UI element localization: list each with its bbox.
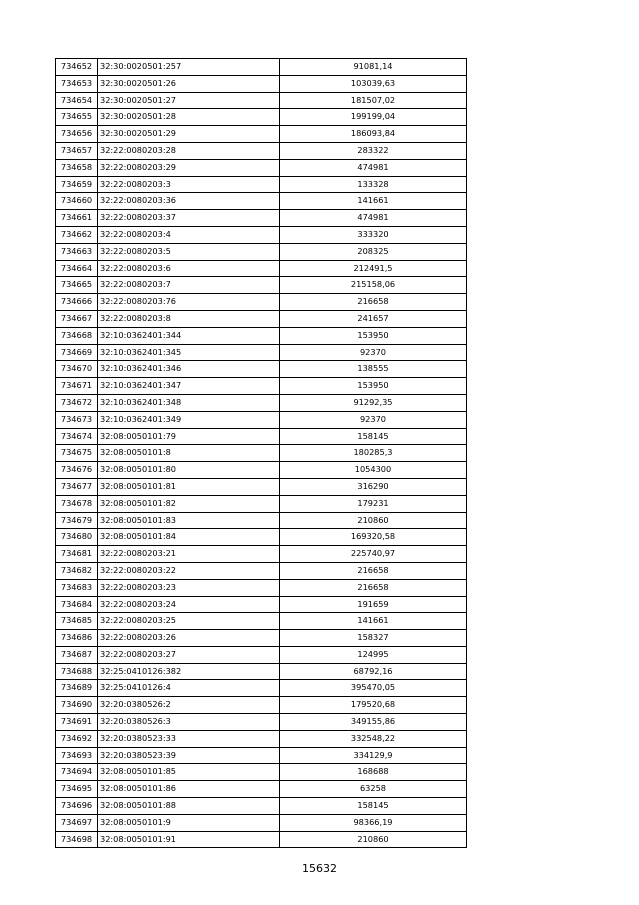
row-id-cell: 734672 bbox=[56, 394, 98, 411]
row-id-cell: 734690 bbox=[56, 697, 98, 714]
value-cell: 153950 bbox=[280, 327, 467, 344]
cadastral-number-cell: 32:08:0050101:79 bbox=[98, 428, 280, 445]
value-cell: 1054300 bbox=[280, 462, 467, 479]
cadastral-number-cell: 32:08:0050101:80 bbox=[98, 462, 280, 479]
cadastral-number-cell: 32:08:0050101:8 bbox=[98, 445, 280, 462]
row-id-cell: 734676 bbox=[56, 462, 98, 479]
value-cell: 216658 bbox=[280, 579, 467, 596]
row-id-cell: 734666 bbox=[56, 294, 98, 311]
value-cell: 186093,84 bbox=[280, 126, 467, 143]
table-row bbox=[56, 697, 467, 714]
cadastral-number-cell: 32:22:0080203:22 bbox=[98, 562, 280, 579]
value-cell: 181507,02 bbox=[280, 92, 467, 109]
cadastral-number-cell: 32:08:0050101:83 bbox=[98, 512, 280, 529]
row-id-cell: 734652 bbox=[56, 59, 98, 76]
table-row bbox=[56, 714, 467, 731]
row-id-cell: 734695 bbox=[56, 781, 98, 798]
cadastral-number-cell: 32:20:0380526:2 bbox=[98, 697, 280, 714]
row-id-cell: 734693 bbox=[56, 747, 98, 764]
table-body bbox=[56, 59, 467, 848]
cadastral-number-cell: 32:22:0080203:8 bbox=[98, 310, 280, 327]
value-cell: 158327 bbox=[280, 630, 467, 647]
table-row bbox=[56, 613, 467, 630]
value-cell: 158145 bbox=[280, 798, 467, 815]
cadastral-number-cell: 32:30:0020501:29 bbox=[98, 126, 280, 143]
table-row bbox=[56, 193, 467, 210]
cadastral-number-cell: 32:08:0050101:85 bbox=[98, 764, 280, 781]
table-row bbox=[56, 764, 467, 781]
data-table bbox=[55, 58, 467, 848]
table-row bbox=[56, 226, 467, 243]
value-cell: 349155,86 bbox=[280, 714, 467, 731]
cadastral-number-cell: 32:08:0050101:86 bbox=[98, 781, 280, 798]
value-cell: 91292,35 bbox=[280, 394, 467, 411]
cadastral-number-cell: 32:25:0410126:382 bbox=[98, 663, 280, 680]
cadastral-number-cell: 32:22:0080203:27 bbox=[98, 646, 280, 663]
cadastral-number-cell: 32:22:0080203:36 bbox=[98, 193, 280, 210]
table-row bbox=[56, 798, 467, 815]
page-number: 15632 bbox=[302, 862, 337, 875]
row-id-cell: 734667 bbox=[56, 310, 98, 327]
row-id-cell: 734673 bbox=[56, 411, 98, 428]
row-id-cell: 734677 bbox=[56, 478, 98, 495]
cadastral-number-cell: 32:22:0080203:4 bbox=[98, 226, 280, 243]
row-id-cell: 734668 bbox=[56, 327, 98, 344]
cadastral-number-cell: 32:10:0362401:344 bbox=[98, 327, 280, 344]
row-id-cell: 734664 bbox=[56, 260, 98, 277]
value-cell: 215158,06 bbox=[280, 277, 467, 294]
value-cell: 395470,05 bbox=[280, 680, 467, 697]
table-row bbox=[56, 596, 467, 613]
table-row bbox=[56, 646, 467, 663]
row-id-cell: 734675 bbox=[56, 445, 98, 462]
value-cell: 334129,9 bbox=[280, 747, 467, 764]
table-row bbox=[56, 243, 467, 260]
row-id-cell: 734697 bbox=[56, 814, 98, 831]
row-id-cell: 734685 bbox=[56, 613, 98, 630]
row-id-cell: 734686 bbox=[56, 630, 98, 647]
value-cell: 210860 bbox=[280, 512, 467, 529]
row-id-cell: 734682 bbox=[56, 562, 98, 579]
value-cell: 474981 bbox=[280, 210, 467, 227]
row-id-cell: 734665 bbox=[56, 277, 98, 294]
value-cell: 169320,58 bbox=[280, 529, 467, 546]
value-cell: 141661 bbox=[280, 193, 467, 210]
row-id-cell: 734671 bbox=[56, 378, 98, 395]
row-id-cell: 734694 bbox=[56, 764, 98, 781]
cadastral-number-cell: 32:22:0080203:23 bbox=[98, 579, 280, 596]
value-cell: 180285,3 bbox=[280, 445, 467, 462]
cadastral-number-cell: 32:22:0080203:6 bbox=[98, 260, 280, 277]
row-id-cell: 734660 bbox=[56, 193, 98, 210]
cadastral-number-cell: 32:30:0020501:26 bbox=[98, 75, 280, 92]
value-cell: 98366,19 bbox=[280, 814, 467, 831]
cadastral-number-cell: 32:10:0362401:348 bbox=[98, 394, 280, 411]
table-row bbox=[56, 210, 467, 227]
cadastral-number-cell: 32:22:0080203:28 bbox=[98, 142, 280, 159]
value-cell: 199199,04 bbox=[280, 109, 467, 126]
cadastral-number-cell: 32:20:0380523:39 bbox=[98, 747, 280, 764]
row-id-cell: 734669 bbox=[56, 344, 98, 361]
value-cell: 179231 bbox=[280, 495, 467, 512]
table-row bbox=[56, 462, 467, 479]
cadastral-number-cell: 32:10:0362401:345 bbox=[98, 344, 280, 361]
table-row bbox=[56, 92, 467, 109]
table-row bbox=[56, 59, 467, 76]
cadastral-number-cell: 32:22:0080203:76 bbox=[98, 294, 280, 311]
value-cell: 91081,14 bbox=[280, 59, 467, 76]
cadastral-number-cell: 32:22:0080203:7 bbox=[98, 277, 280, 294]
value-cell: 210860 bbox=[280, 831, 467, 848]
cadastral-number-cell: 32:08:0050101:91 bbox=[98, 831, 280, 848]
row-id-cell: 734662 bbox=[56, 226, 98, 243]
cadastral-number-cell: 32:30:0020501:28 bbox=[98, 109, 280, 126]
table-row bbox=[56, 142, 467, 159]
row-id-cell: 734687 bbox=[56, 646, 98, 663]
row-id-cell: 734657 bbox=[56, 142, 98, 159]
row-id-cell: 734692 bbox=[56, 730, 98, 747]
table-row bbox=[56, 75, 467, 92]
value-cell: 241657 bbox=[280, 310, 467, 327]
value-cell: 191659 bbox=[280, 596, 467, 613]
row-id-cell: 734691 bbox=[56, 714, 98, 731]
row-id-cell: 734684 bbox=[56, 596, 98, 613]
table-row bbox=[56, 579, 467, 596]
table-row bbox=[56, 630, 467, 647]
value-cell: 216658 bbox=[280, 562, 467, 579]
value-cell: 168688 bbox=[280, 764, 467, 781]
value-cell: 124995 bbox=[280, 646, 467, 663]
table-row bbox=[56, 495, 467, 512]
row-id-cell: 734680 bbox=[56, 529, 98, 546]
row-id-cell: 734683 bbox=[56, 579, 98, 596]
value-cell: 179520,68 bbox=[280, 697, 467, 714]
value-cell: 141661 bbox=[280, 613, 467, 630]
table-row bbox=[56, 781, 467, 798]
row-id-cell: 734663 bbox=[56, 243, 98, 260]
table-row bbox=[56, 512, 467, 529]
value-cell: 133328 bbox=[280, 176, 467, 193]
cadastral-number-cell: 32:30:0020501:27 bbox=[98, 92, 280, 109]
cadastral-number-cell: 32:08:0050101:82 bbox=[98, 495, 280, 512]
table-row bbox=[56, 562, 467, 579]
row-id-cell: 734678 bbox=[56, 495, 98, 512]
row-id-cell: 734656 bbox=[56, 126, 98, 143]
cadastral-number-cell: 32:20:0380526:3 bbox=[98, 714, 280, 731]
row-id-cell: 734653 bbox=[56, 75, 98, 92]
table-row bbox=[56, 394, 467, 411]
value-cell: 103039,63 bbox=[280, 75, 467, 92]
data-table-container bbox=[55, 58, 467, 848]
table-row bbox=[56, 680, 467, 697]
value-cell: 332548,22 bbox=[280, 730, 467, 747]
table-row bbox=[56, 814, 467, 831]
row-id-cell: 734696 bbox=[56, 798, 98, 815]
table-row bbox=[56, 730, 467, 747]
value-cell: 283322 bbox=[280, 142, 467, 159]
cadastral-number-cell: 32:30:0020501:257 bbox=[98, 59, 280, 76]
value-cell: 474981 bbox=[280, 159, 467, 176]
table-row bbox=[56, 831, 467, 848]
table-row bbox=[56, 126, 467, 143]
cadastral-number-cell: 32:22:0080203:5 bbox=[98, 243, 280, 260]
row-id-cell: 734658 bbox=[56, 159, 98, 176]
row-id-cell: 734659 bbox=[56, 176, 98, 193]
value-cell: 212491,5 bbox=[280, 260, 467, 277]
value-cell: 333320 bbox=[280, 226, 467, 243]
table-row bbox=[56, 260, 467, 277]
cadastral-number-cell: 32:08:0050101:9 bbox=[98, 814, 280, 831]
cadastral-number-cell: 32:22:0080203:21 bbox=[98, 546, 280, 563]
value-cell: 92370 bbox=[280, 344, 467, 361]
table-row bbox=[56, 663, 467, 680]
cadastral-number-cell: 32:22:0080203:37 bbox=[98, 210, 280, 227]
value-cell: 153950 bbox=[280, 378, 467, 395]
row-id-cell: 734654 bbox=[56, 92, 98, 109]
table-row bbox=[56, 327, 467, 344]
cadastral-number-cell: 32:10:0362401:347 bbox=[98, 378, 280, 395]
table-row bbox=[56, 428, 467, 445]
cadastral-number-cell: 32:22:0080203:24 bbox=[98, 596, 280, 613]
table-row bbox=[56, 411, 467, 428]
row-id-cell: 734688 bbox=[56, 663, 98, 680]
table-row bbox=[56, 378, 467, 395]
cadastral-number-cell: 32:22:0080203:3 bbox=[98, 176, 280, 193]
cadastral-number-cell: 32:08:0050101:84 bbox=[98, 529, 280, 546]
cadastral-number-cell: 32:10:0362401:346 bbox=[98, 361, 280, 378]
cadastral-number-cell: 32:22:0080203:25 bbox=[98, 613, 280, 630]
cadastral-number-cell: 32:22:0080203:26 bbox=[98, 630, 280, 647]
value-cell: 68792,16 bbox=[280, 663, 467, 680]
table-row bbox=[56, 159, 467, 176]
table-row bbox=[56, 529, 467, 546]
table-row bbox=[56, 109, 467, 126]
cadastral-number-cell: 32:22:0080203:29 bbox=[98, 159, 280, 176]
cadastral-number-cell: 32:20:0380523:33 bbox=[98, 730, 280, 747]
value-cell: 63258 bbox=[280, 781, 467, 798]
cadastral-number-cell: 32:08:0050101:88 bbox=[98, 798, 280, 815]
cadastral-number-cell: 32:08:0050101:81 bbox=[98, 478, 280, 495]
table-row bbox=[56, 344, 467, 361]
table-row bbox=[56, 546, 467, 563]
value-cell: 316290 bbox=[280, 478, 467, 495]
row-id-cell: 734698 bbox=[56, 831, 98, 848]
table-row bbox=[56, 277, 467, 294]
row-id-cell: 734674 bbox=[56, 428, 98, 445]
value-cell: 225740,97 bbox=[280, 546, 467, 563]
table-row bbox=[56, 176, 467, 193]
row-id-cell: 734661 bbox=[56, 210, 98, 227]
row-id-cell: 734681 bbox=[56, 546, 98, 563]
table-row bbox=[56, 361, 467, 378]
row-id-cell: 734655 bbox=[56, 109, 98, 126]
table-row bbox=[56, 294, 467, 311]
value-cell: 158145 bbox=[280, 428, 467, 445]
value-cell: 216658 bbox=[280, 294, 467, 311]
table-row bbox=[56, 310, 467, 327]
value-cell: 208325 bbox=[280, 243, 467, 260]
table-row bbox=[56, 478, 467, 495]
row-id-cell: 734689 bbox=[56, 680, 98, 697]
cadastral-number-cell: 32:10:0362401:349 bbox=[98, 411, 280, 428]
table-row bbox=[56, 445, 467, 462]
value-cell: 138555 bbox=[280, 361, 467, 378]
cadastral-number-cell: 32:25:0410126:4 bbox=[98, 680, 280, 697]
value-cell: 92370 bbox=[280, 411, 467, 428]
table-row bbox=[56, 747, 467, 764]
row-id-cell: 734679 bbox=[56, 512, 98, 529]
row-id-cell: 734670 bbox=[56, 361, 98, 378]
